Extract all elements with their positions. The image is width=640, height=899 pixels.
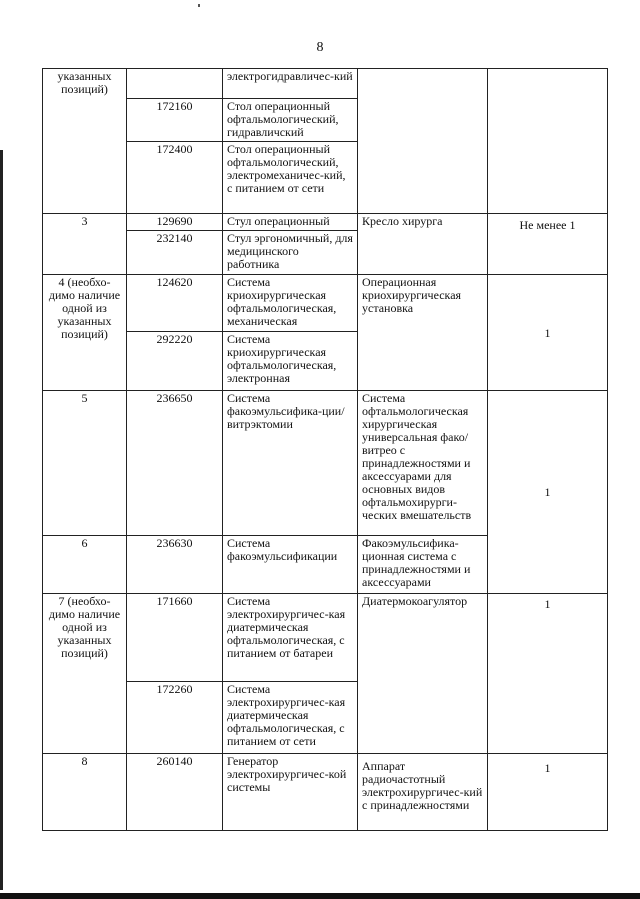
position-number-cell: 6 bbox=[43, 536, 127, 594]
quantity-cell: Не менее 1 bbox=[488, 214, 608, 275]
code-cell bbox=[127, 69, 223, 99]
code-cell: 232140 bbox=[127, 231, 223, 275]
position-number-cell: 5 bbox=[43, 391, 127, 536]
equipment-table bbox=[42, 68, 608, 831]
table-row bbox=[43, 275, 608, 332]
position-number-cell: 4 (необхо-димо наличие одной из указанных позиций) bbox=[43, 275, 127, 391]
position-number-cell: 3 bbox=[43, 214, 127, 275]
position-number-cell: 7 (необхо-димо наличие одной из указанных позиций) bbox=[43, 594, 127, 754]
requirement-cell: Факоэмульсифика-ционная система с принадлежностями и аксессуарами bbox=[358, 536, 488, 594]
name-cell: Генератор электрохирургичес-кой системы bbox=[223, 754, 358, 831]
requirement-cell: Система офтальмологическая хирургическая универсальная фако/витрео с принадлежностями и аксессуарами для основных видов офтальмохирурги-ческих вмешательств bbox=[358, 391, 488, 536]
code-cell: 260140 bbox=[127, 754, 223, 831]
requirement-cell: Диатермокоагулятор bbox=[358, 594, 488, 754]
quantity-cell bbox=[488, 69, 608, 214]
name-cell: электрогидравличес-кий bbox=[223, 69, 358, 99]
name-cell: Система электрохирургичес-кая диатермическая офтальмологическая, с питанием от батареи bbox=[223, 594, 358, 682]
scan-edge-left bbox=[0, 150, 3, 890]
code-cell: 172160 bbox=[127, 99, 223, 142]
code-cell: 292220 bbox=[127, 332, 223, 391]
code-cell: 171660 bbox=[127, 594, 223, 682]
code-cell: 236650 bbox=[127, 391, 223, 536]
code-cell: 236630 bbox=[127, 536, 223, 594]
name-cell: Система криохирургическая офтальмологическая, механическая bbox=[223, 275, 358, 332]
name-cell: Стол операционный офтальмологический, электромеханичес-кий, с питанием от сети bbox=[223, 142, 358, 214]
table-row bbox=[43, 391, 608, 536]
table-row bbox=[43, 69, 608, 99]
name-cell: Стул операционный bbox=[223, 214, 358, 231]
table-row bbox=[43, 754, 608, 831]
table-row bbox=[43, 594, 608, 682]
quantity-cell: 1 bbox=[488, 754, 608, 831]
name-cell: Система факоэмульсификации bbox=[223, 536, 358, 594]
quantity-cell: 1 bbox=[488, 275, 608, 391]
code-cell: 172400 bbox=[127, 142, 223, 214]
page-number: 8 bbox=[316, 40, 324, 55]
code-cell: 129690 bbox=[127, 214, 223, 231]
scan-edge-bottom bbox=[0, 893, 640, 899]
requirement-cell: Кресло хирурга bbox=[358, 214, 488, 275]
position-number-cell: 8 bbox=[43, 754, 127, 831]
scan-mark bbox=[198, 4, 200, 7]
name-cell: Система электрохирургичес-кая диатермическая офтальмологическая, с питанием от сети bbox=[223, 682, 358, 754]
code-cell: 124620 bbox=[127, 275, 223, 332]
code-cell: 172260 bbox=[127, 682, 223, 754]
quantity-cell: 1 bbox=[488, 391, 608, 594]
name-cell: Система факоэмульсифика-ции/витрэктомии bbox=[223, 391, 358, 536]
requirement-cell bbox=[358, 69, 488, 214]
name-cell: Стул эргономичный, для медицинского работника bbox=[223, 231, 358, 275]
requirement-cell: Операционная криохирургическая установка bbox=[358, 275, 488, 391]
table-row bbox=[43, 214, 608, 231]
name-cell: Система криохирургическая офтальмологическая, электронная bbox=[223, 332, 358, 391]
position-number-cell: указанных позиций) bbox=[43, 69, 127, 214]
name-cell: Стол операционный офтальмологический, гидравличский bbox=[223, 99, 358, 142]
requirement-cell: Аппарат радиочастотный электрохирургичес-кий с принадлежностями bbox=[358, 754, 488, 831]
quantity-cell: 1 bbox=[488, 594, 608, 754]
